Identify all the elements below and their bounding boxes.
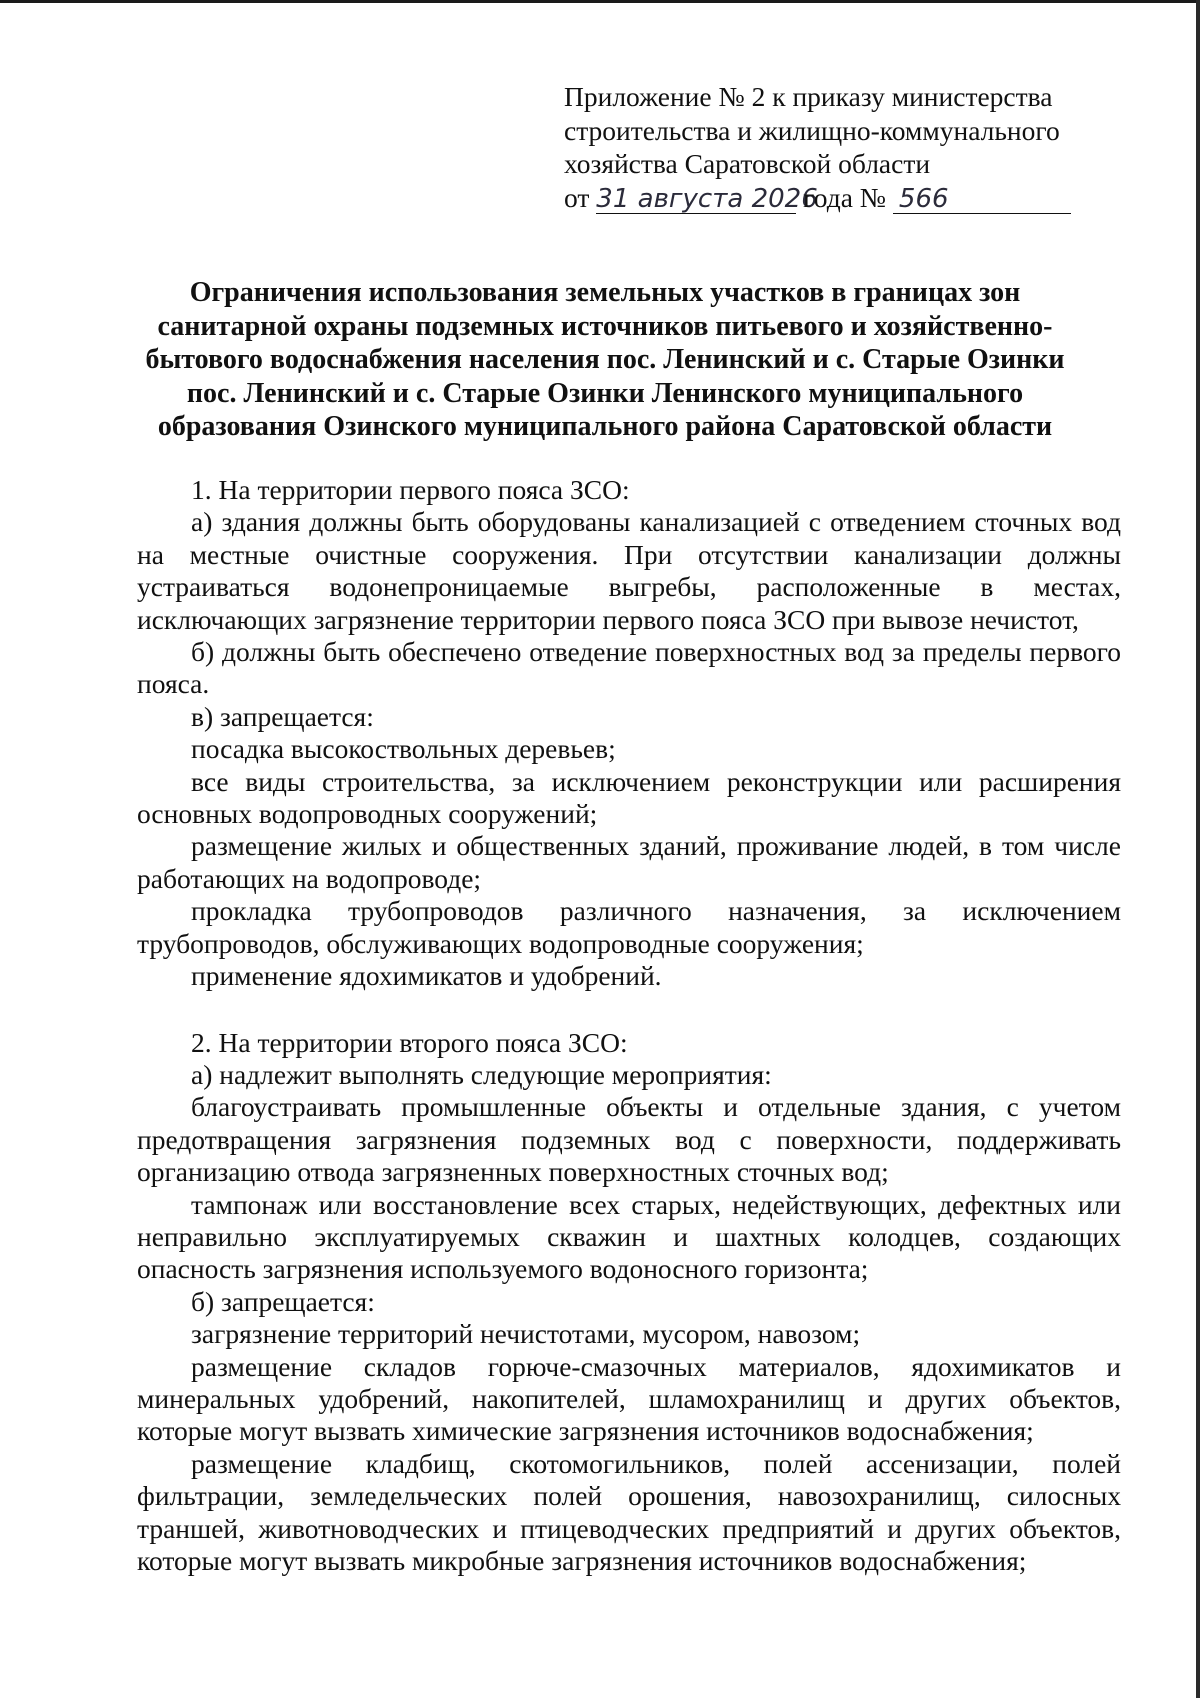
section-2-prohibition: размещение кладбищ, скотомогильников, полей ассенизации, полей фильтрации, земледельческих полей орошения, навозохранилищ, силосных траншей, животноводческих и птицеводческих предприятий и других объектов, которые могут вызвать микробные загрязнения источников водоснабжения;	[137, 1447, 1121, 1576]
section-1-item-b: б) должны быть обеспечено отведение поверхностных вод за пределы первого пояса.	[137, 636, 1121, 700]
handwritten-date: 31 августа 2026	[596, 183, 818, 214]
title-line-3: бытового водоснабжения населения пос. Ленинский и с. Старые Озинки	[145, 344, 1065, 376]
section-1-prohibition: посадка высокоствольных деревьев;	[191, 733, 616, 765]
handwritten-order-number: 566	[893, 185, 1071, 214]
header-line-1: Приложение № 2 к приказу министерства	[564, 81, 1053, 112]
section-1-prohibition: прокладка трубопроводов различного назначения, за исключением трубопроводов, обслуживающих водопроводные сооружения;	[137, 895, 1121, 959]
section-2-prohibition: загрязнение территорий нечистотами, мусором, навозом;	[191, 1318, 861, 1350]
section-1-item-a: а) здания должны быть оборудованы канализацией с отведением сточных вод на местные очистные сооружения. При отсутствии канализации должны устраиваться водонепроницаемые выгребы, расположенные в местах, исключающих загрязнение территории первого пояса ЗСО при вывозе нечистот,	[137, 506, 1121, 635]
section-2-prohibition: размещение складов горюче-смазочных материалов, ядохимикатов и минеральных удобрений, накопителей, шламохранилищ и других объектов, которые могут вызвать химические загрязнения источников водоснабжения;	[137, 1350, 1121, 1447]
appendix-header	[564, 80, 1084, 214]
header-line-3: хозяйства Саратовской области	[564, 148, 931, 179]
year-number-label: года №	[803, 181, 887, 213]
document-title	[120, 276, 1090, 444]
section-2-measure: благоустраивать промышленные объекты и отдельные здания, с учетом предотвращения загрязнения подземных вод с поверхности, поддерживать организацию отвода загрязненных поверхностных сточных вод;	[137, 1091, 1121, 1188]
section-1-item-v: в) запрещается:	[191, 700, 374, 732]
header-line-2: строительства и жилищно-коммунального	[564, 114, 1060, 146]
section-1-prohibition: размещение жилых и общественных зданий, проживание людей, в том числе работающих на водопроводе;	[137, 830, 1121, 894]
order-date-row	[564, 181, 1084, 215]
section-2-item-b: б) запрещается:	[191, 1285, 375, 1317]
date-prefix: от	[564, 181, 590, 213]
title-line-1: Ограничения использования земельных участков в границах зон	[189, 277, 1021, 308]
section-2-heading: 2. На территории второго пояса ЗСО:	[191, 1026, 628, 1058]
title-line-2: санитарной охраны подземных источников питьевого и хозяйственно-	[157, 310, 1053, 342]
section-1-prohibition: применение ядохимикатов и удобрений.	[191, 960, 662, 992]
section-1-heading: 1. На территории первого пояса ЗСО:	[191, 474, 630, 505]
section-2-measure: тампонаж или восстановление всех старых, недействующих, дефектных или неправильно эксплуатируемых скважин и шахтных колодцев, создающих опасность загрязнения используемого водоносного горизонта;	[137, 1188, 1121, 1285]
title-line-4: пос. Ленинский и с. Старые Озинки Ленинского муниципального	[186, 377, 1024, 409]
title-line-5: образования Озинского муниципального района Саратовской области	[157, 411, 1053, 443]
section-1-prohibition: все виды строительства, за исключением реконструкции или расширения основных водопроводных сооружений;	[137, 765, 1121, 830]
scan-right-edge	[1196, 0, 1200, 1698]
document-body	[137, 474, 1121, 1577]
section-2-item-a: а) надлежит выполнять следующие мероприятия:	[191, 1058, 772, 1090]
scan-top-edge	[0, 0, 1200, 3]
